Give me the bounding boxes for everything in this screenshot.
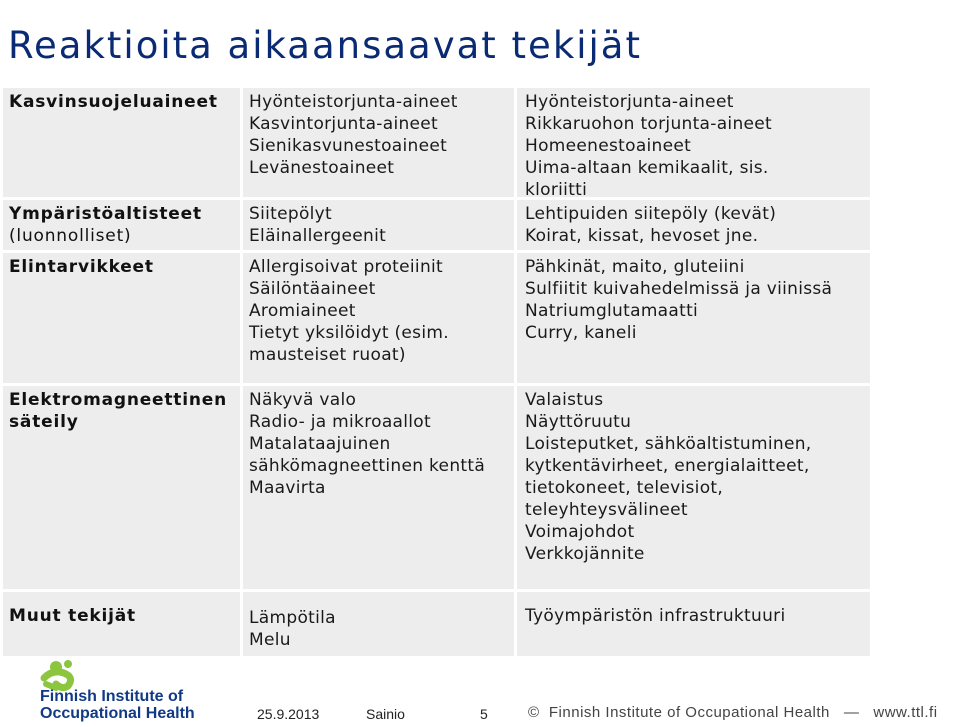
row-head-text: Ympäristöaltisteet — [9, 204, 202, 224]
cell-line: kytkentävirheet, energialaitteet, — [525, 456, 810, 476]
row-head-text: Muut tekijät — [9, 606, 136, 626]
cell-line: Uima-altaan kemikaalit, sis. — [525, 158, 769, 178]
cell-line: Loisteputket, sähköaltistuminen, — [525, 434, 812, 454]
row-mid-other — [243, 592, 514, 656]
footer-author: Sainio — [366, 706, 405, 722]
cell-line: Näkyvä valo — [249, 390, 357, 410]
cell-line: Rikkaruohon torjunta-aineet — [525, 114, 773, 134]
row-head-other — [3, 592, 240, 656]
slide-title: Reaktioita aikaansaavat tekijät — [8, 24, 642, 67]
logo-line-1: Finnish Institute of — [40, 688, 184, 705]
logo-line-2: Occupational Health — [40, 705, 195, 722]
cell-line: tietokoneet, televisiot, — [525, 478, 724, 498]
cell-line: Näyttöruutu — [525, 412, 632, 432]
cell-line: Hyönteistorjunta-aineet — [249, 92, 458, 112]
cell-line: teleyhteysvälineet — [525, 500, 688, 520]
row-head-text: (luonnolliset) — [9, 226, 132, 246]
cell-line: Siitepölyt — [249, 204, 333, 224]
cell-line: Homeenestoaineet — [525, 136, 692, 156]
row-mid-food — [243, 253, 514, 383]
cell-line: Tietyt yksilöidyt (esim. — [249, 323, 449, 343]
row-right-electromagnetic — [517, 386, 870, 589]
cell-line: Hyönteistorjunta-aineet — [525, 92, 734, 112]
row-right-other — [517, 592, 870, 656]
row-head-text: säteily — [9, 412, 79, 432]
cell-line: Työympäristön infrastruktuuri — [525, 606, 786, 626]
row-right-plant-protection — [517, 88, 870, 197]
cell-line: Allergisoivat proteiinit — [249, 257, 444, 277]
cell-line: Aromiaineet — [249, 301, 356, 321]
cell-line: Pähkinät, maito, gluteiini — [525, 257, 745, 277]
cell-line: Eläinallergeenit — [249, 226, 387, 246]
cell-line: Sulfiitit kuivahedelmissä ja viinissä — [525, 279, 833, 299]
cell-line: mausteiset ruoat) — [249, 345, 406, 365]
row-head-plant-protection — [3, 88, 240, 197]
cell-line: Voimajohdot — [525, 522, 635, 542]
row-head-text: Elektromagneettinen — [9, 390, 227, 410]
row-mid-electromagnetic — [243, 386, 514, 589]
row-head-food — [3, 253, 240, 383]
row-mid-plant-protection — [243, 88, 514, 197]
row-head-text: Elintarvikkeet — [9, 257, 154, 277]
row-head-environment — [3, 200, 240, 250]
cell-line: Sienikasvunestoaineet — [249, 136, 448, 156]
cell-line: Melu — [249, 630, 291, 650]
cell-line: Matalataajuinen — [249, 434, 391, 454]
ttl-logo-text — [40, 688, 195, 722]
cell-line: Curry, kaneli — [525, 323, 637, 343]
cell-line: sähkömagneettinen kenttä — [249, 456, 486, 476]
cell-line: Lämpötila — [249, 608, 336, 628]
row-head-text: Kasvinsuojeluaineet — [9, 92, 218, 112]
footer-page-number: 5 — [480, 706, 488, 722]
cell-line: Natriumglutamaatti — [525, 301, 699, 321]
slide-footer — [0, 658, 960, 727]
cell-line: Kasvintorjunta-aineet — [249, 114, 439, 134]
row-mid-environment — [243, 200, 514, 250]
row-right-food — [517, 253, 870, 383]
cell-line: Valaistus — [525, 390, 604, 410]
cell-line: Radio- ja mikroaallot — [249, 412, 431, 432]
footer-copyright: © Finnish Institute of Occupational Health — www.ttl.fi — [528, 704, 938, 721]
row-head-electromagnetic — [3, 386, 240, 589]
cell-line: Säilöntäaineet — [249, 279, 376, 299]
cell-line: Koirat, kissat, hevoset jne. — [525, 226, 759, 246]
footer-date: 25.9.2013 — [257, 706, 320, 722]
cell-line: Verkkojännite — [525, 544, 645, 564]
cell-line: kloriitti — [525, 180, 588, 197]
row-right-environment — [517, 200, 870, 250]
cell-line: Levänestoaineet — [249, 158, 395, 178]
factor-table — [3, 88, 870, 658]
cell-line: Lehtipuiden siitepöly (kevät) — [525, 204, 777, 224]
cell-line: Maavirta — [249, 478, 326, 498]
